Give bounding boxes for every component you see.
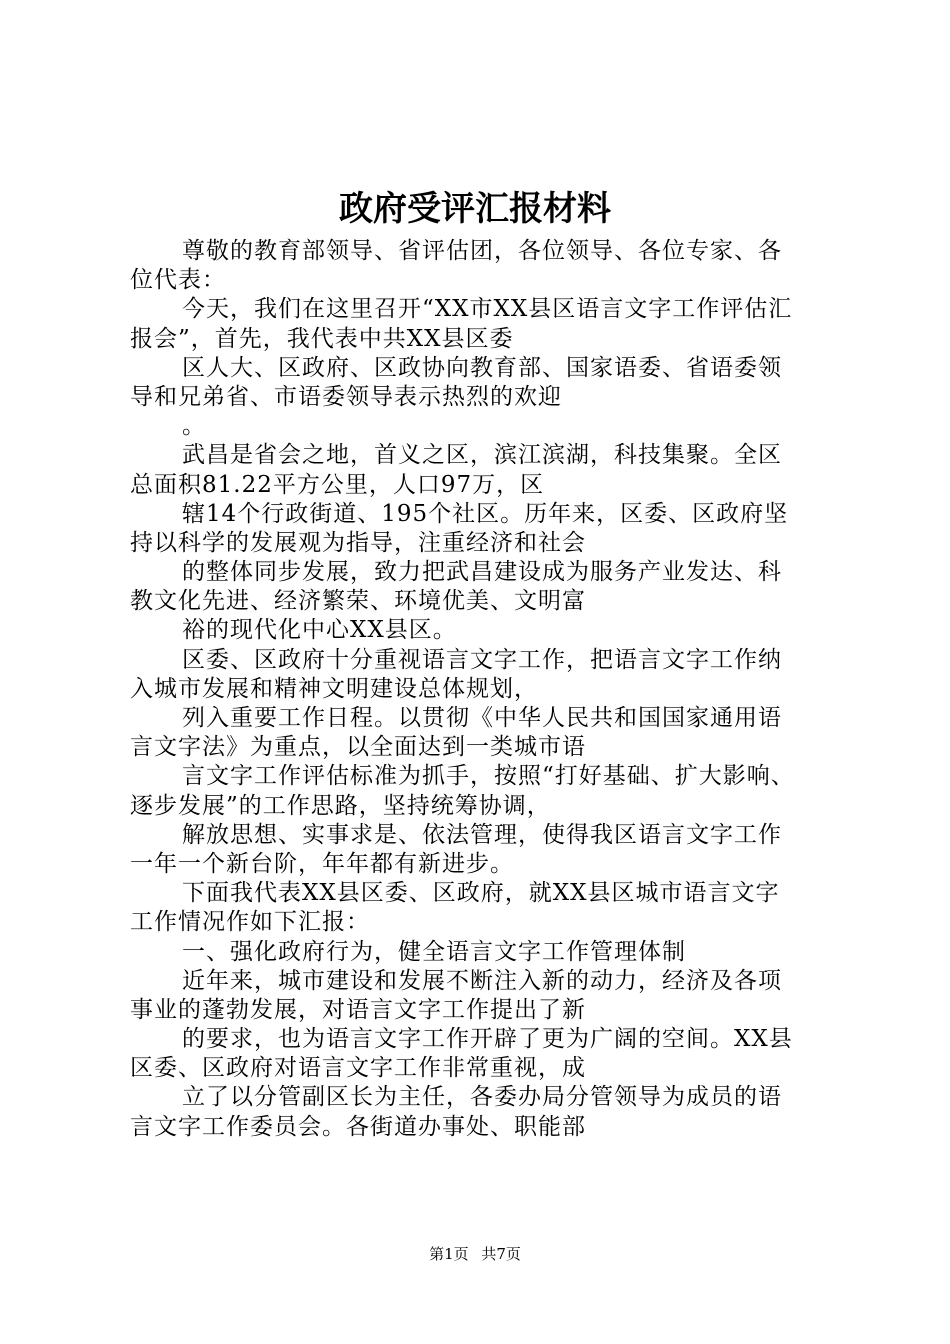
text-line: 导和兄弟省、市语委领导表示热烈的欢迎 [130,383,562,410]
text-line: 事业的蓬勃发展，对语言文字工作提出了新 [130,996,586,1023]
text-line: 言文字工作委员会。各街道办事处、职能部 [130,1113,586,1140]
text-line: 辖14个行政街道、195个社区。历年来，区委、区政府坚 [182,500,789,527]
text-line: 入城市发展和精神文明建设总体规划， [130,675,538,702]
text-line: 今天，我们在这里召开“XX市XX县区语言文字工作评估汇 [182,296,793,323]
text-line: 一、强化政府行为，健全语言文字工作管理体制 [182,938,686,965]
text-line: 言文字法》为重点，以全面达到一类城市语 [130,734,586,761]
text-line: 近年来，城市建设和发展不断注入新的动力，经济及各项 [182,967,782,994]
page-total: 共7页 [481,1245,521,1263]
document-title: 政府受评汇报材料 [339,189,611,229]
text-line: 裕的现代化中心XX县区。 [182,617,457,644]
text-line: 的整体同步发展，致力把武昌建设成为服务产业发达、科 [182,559,782,586]
text-line: 列入重要工作日程。以贯彻《中华人民共和国国家通用语 [182,705,782,731]
text-line: 下面我代表XX县区委、区政府，就XX县区城市语言文字 [182,880,780,907]
text-line: 一年一个新台阶，年年都有新进步。 [130,850,514,877]
text-line: 教文化先进、经济繁荣、环境优美、文明富 [130,588,586,615]
text-line: 的要求，也为语言文字工作开辟了更为广阔的空间。XX县 [182,1026,793,1053]
text-line: 总面积81.22平方公里，人口97万，区 [130,471,545,498]
text-line: 武昌是省会之地，首义之区，滨江滨湖，科技集聚。全区 [182,442,782,469]
text-line: 区委、区政府对语言文字工作非常重视，成 [130,1055,586,1082]
text-line: 逐步发展”的工作思路，坚持统筹协调， [130,792,551,819]
text-line: 立了以分管副区长为主任，各委办局分管领导为成员的语 [182,1084,782,1111]
text-line: 尊敬的教育部领导、省评估团，各位领导、各位专家、各 [182,238,782,264]
text-line: 报会”，首先，我代表中共XX县区委 [130,325,514,352]
text-line: 位代表： [130,267,226,294]
text-line: 区委、区政府十分重视语言文字工作，把语言文字工作纳 [182,646,782,673]
text-line: 。 [182,413,206,440]
text-line: 工作情况作如下汇报： [130,909,370,936]
page-number: 第1页 [429,1245,469,1263]
page-footer [0,1244,950,1264]
text-line: 言文字工作评估标准为抓手，按照“打好基础、扩大影响、 [182,763,795,790]
text-line: 解放思想、实事求是、依法管理，使得我区语言文字工作 [182,821,782,848]
document-body [130,237,830,1142]
text-line: 持以科学的发展观为指导，注重经济和社会 [130,529,586,556]
text-line: 区人大、区政府、区政协向教育部、国家语委、省语委领 [182,354,782,381]
